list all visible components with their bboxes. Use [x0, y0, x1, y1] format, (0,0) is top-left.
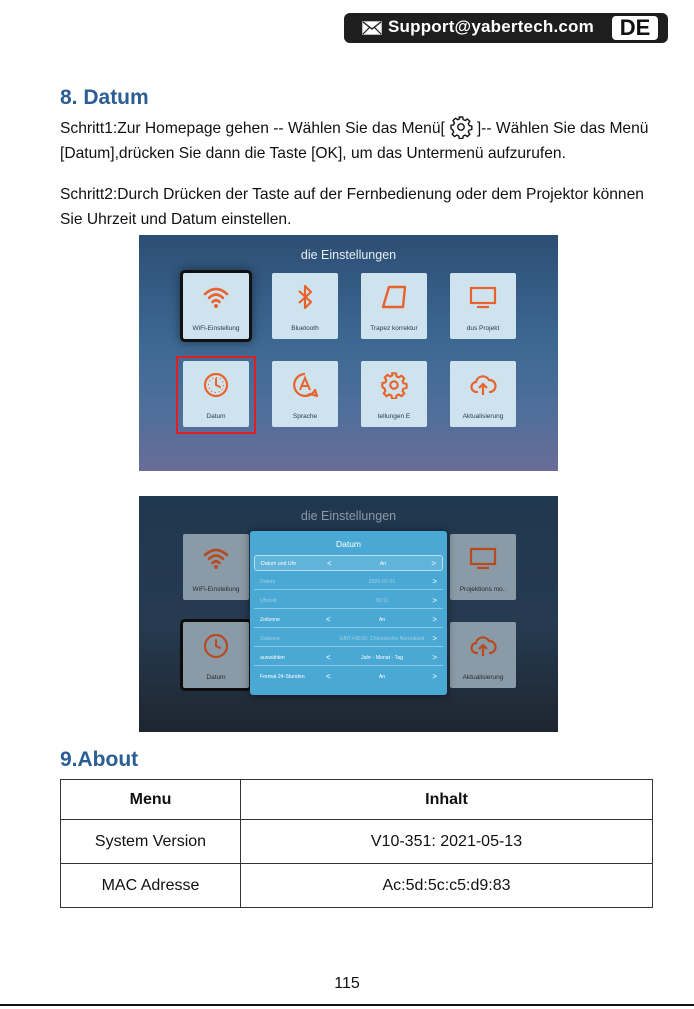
row-date-format[interactable]: auswählen < Jahr - Monat - Tag > [254, 650, 443, 666]
settings-title: die Einstellungen [300, 509, 397, 523]
tile-wifi[interactable] [183, 273, 249, 339]
wifi-icon [202, 544, 230, 572]
clock-icon [202, 632, 230, 660]
dialog-title: Datum [335, 539, 362, 549]
chevron-right-icon[interactable]: > [431, 559, 436, 568]
language-badge: DE [612, 16, 658, 40]
tile-keystone[interactable] [361, 273, 427, 339]
tile-update[interactable] [450, 361, 516, 427]
bluetooth-icon [291, 283, 319, 311]
tile-label: WiFi-Einstellung [192, 586, 240, 593]
settings-title: die Einstellungen [300, 248, 397, 262]
about-table [60, 779, 653, 908]
tile-projection-mode[interactable] [450, 534, 516, 600]
chevron-left-icon[interactable]: < [326, 615, 331, 624]
table-header: Menu [61, 780, 241, 820]
chevron-left-icon[interactable]: < [326, 672, 331, 681]
row-24h-format[interactable]: Format 24-Stunden < An > [260, 672, 437, 681]
trapezoid-icon [380, 283, 408, 311]
step1-text [60, 117, 660, 166]
table-row [61, 864, 653, 908]
table-header-row [61, 780, 653, 820]
table-cell: V10-351: 2021-05-13 [241, 820, 653, 864]
tile-other-settings[interactable] [361, 361, 427, 427]
tile-bluetooth[interactable] [272, 273, 338, 339]
section-title-about: 9.About [60, 748, 139, 771]
tile-wifi[interactable] [183, 534, 249, 600]
chevron-right-icon[interactable]: > [432, 653, 437, 662]
highlight-box [176, 356, 256, 434]
chevron-right-icon[interactable]: > [432, 596, 437, 605]
wifi-icon [202, 283, 230, 311]
date-dialog [250, 531, 447, 695]
date-settings-screenshot [139, 496, 558, 732]
table-row [61, 820, 653, 864]
tile-label: Sprache [292, 413, 318, 420]
table-cell: System Version [61, 820, 241, 864]
footer-divider [0, 1004, 694, 1006]
step1-part-b: ]-- Wählen Sie das Menü [Datum],drücken Sie dann die Taste [OK], um das Untermenü aufzurufen. [60, 120, 649, 162]
tile-label: Projektions mo.. [459, 586, 507, 593]
cloud-upload-icon [469, 632, 497, 660]
gear-icon [380, 371, 408, 399]
tile-projection-mode[interactable] [450, 273, 516, 339]
section-title-datum: 8. Datum [60, 86, 149, 109]
chevron-left-icon[interactable]: < [326, 653, 331, 662]
gear-icon [449, 115, 473, 139]
tile-label: Trapez korrektur [370, 325, 418, 332]
support-email: Support@yabertech.com [388, 17, 594, 36]
screen-icon [469, 283, 497, 311]
row-timezone[interactable]: Zeitzone GMT+08:00, Chinesische Normalzeit > [254, 631, 443, 647]
settings-screenshot [139, 235, 558, 471]
tile-label: Datum [206, 413, 226, 420]
mail-icon [362, 21, 382, 35]
chevron-right-icon[interactable]: > [432, 577, 437, 586]
tile-label: WiFi-Einstellung [192, 325, 240, 332]
tile-label: tellungen E [377, 413, 411, 420]
cloud-upload-icon [469, 371, 497, 399]
chevron-left-icon[interactable]: < [327, 559, 332, 568]
tile-label: dus Projekt [466, 325, 500, 332]
language-icon [291, 371, 319, 399]
tile-update[interactable] [450, 622, 516, 688]
page-number: 115 [334, 975, 360, 992]
tile-label: Bluetooth [291, 325, 319, 332]
chevron-right-icon[interactable]: > [432, 672, 437, 681]
step2-text: Schritt2:Durch Drücken der Taste auf der Fernbedienung oder dem Projektor können Sie Uhrzeit und Datum einstellen. [60, 186, 644, 228]
screen-icon [469, 544, 497, 572]
chevron-right-icon[interactable]: > [432, 634, 437, 643]
support-badge [344, 13, 668, 43]
tile-language[interactable] [272, 361, 338, 427]
step1-part-a: Schritt1:Zur Homepage gehen -- Wählen Sie das Menü[ [60, 120, 445, 137]
row-time[interactable]: Uhrzeit 00:11 > [254, 593, 443, 609]
row-timezone-auto[interactable]: Zeitzone < An > [254, 612, 443, 628]
row-auto-date[interactable]: Datum und Uhr < An > [254, 555, 443, 571]
tile-date[interactable] [183, 622, 249, 688]
tile-label: Aktualisierung [462, 674, 504, 681]
chevron-right-icon[interactable]: > [432, 615, 437, 624]
table-cell: Ac:5d:5c:c5:d9:83 [241, 864, 653, 908]
table-header: Inhalt [241, 780, 653, 820]
row-date[interactable]: Datum 2020-01-01 > [254, 574, 443, 590]
table-cell: MAC Adresse [61, 864, 241, 908]
tile-label: Aktualisierung [462, 413, 504, 420]
tile-label: Datum [206, 674, 226, 681]
